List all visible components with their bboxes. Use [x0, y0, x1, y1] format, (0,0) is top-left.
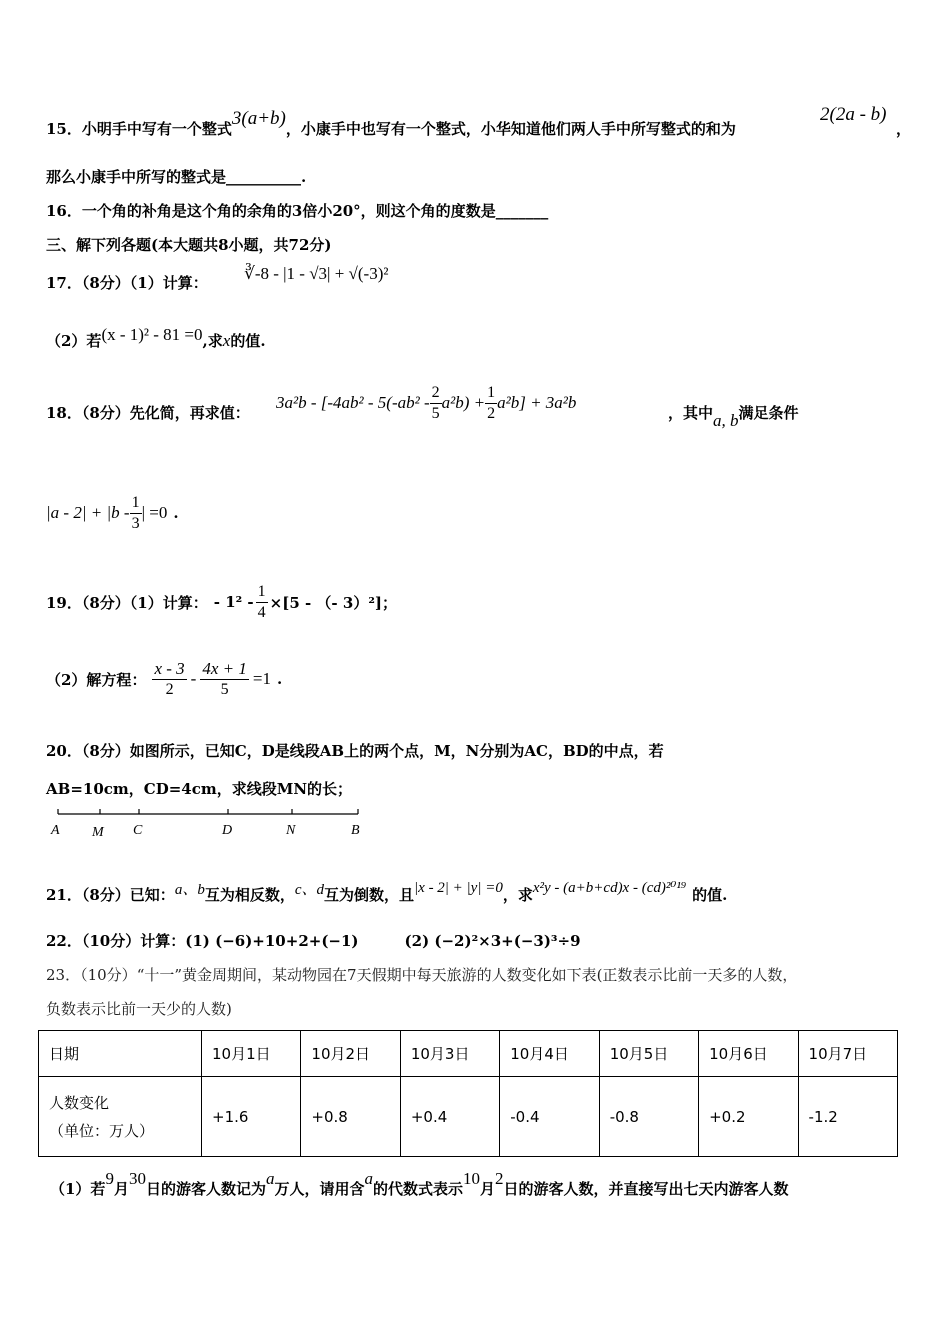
table-cell: -1.2	[798, 1077, 897, 1157]
table-row	[39, 1077, 898, 1157]
q22: 22．（10分）计算：(1) (−6)+10+2+(−1) (2) (−2)²×3+(−3)³÷9	[46, 932, 581, 950]
q15-expr1: 3(a+b)	[231, 108, 286, 129]
q17-part2: （2）若(x - 1)² - 81 =0,求x的值.	[46, 325, 266, 350]
q18-tail: ，其中a, b满足条件	[668, 404, 799, 430]
q18-label: 18．（8分）先化简，再求值：	[46, 404, 250, 422]
table-cell: 10月7日	[798, 1031, 897, 1077]
q18-condition: |a - 2| + |b - $\frac{1}{3}$ | =0 .	[46, 493, 179, 532]
section-heading: 三、解下列各题(本大题共8小题，共72分)	[46, 236, 332, 254]
label-a: A	[51, 823, 60, 838]
table-cell: 10月2日	[301, 1031, 400, 1077]
q17-label: 17．（8分）（1）计算：	[46, 274, 208, 292]
q19-frac: $\frac{1}{4}$	[257, 582, 266, 621]
q15-expr2: 2(2a - b)	[820, 104, 887, 125]
table-cell: 10月3日	[400, 1031, 499, 1077]
table-cell: 10月1日	[202, 1031, 301, 1077]
table-header-row	[39, 1031, 898, 1077]
q19-part2: （2）解方程： $\frac{x - 3}{2}$ - $\frac{4x + 1}{5}$ =1 .	[46, 658, 283, 698]
q20-line1: 20．（8分）如图所示，已知C，D是线段AB上的两个点，M，N分别为AC，BD的中点，若	[46, 742, 664, 760]
q17-expr1: ∛-8 - |1 - √3| + √(-3)²	[244, 264, 389, 283]
table-cell: 10月6日	[699, 1031, 798, 1077]
q20-line2: AB=10cm，CD=4cm，求线段MN的长；	[46, 780, 353, 798]
label-n: N	[286, 823, 296, 838]
label-c: C	[133, 823, 143, 838]
visitor-change-table	[38, 1030, 898, 1157]
q15-line1: 15．小明手中写有一个整式3(a+b)，小康手中也写有一个整式，小华知道他们两人手中所写整式的和为	[46, 108, 736, 138]
q15-comma: ，	[896, 120, 912, 138]
q19-frac-left: $\frac{x - 3}{2}$	[154, 658, 185, 698]
table-cell: +0.8	[301, 1077, 400, 1157]
label-m: M	[92, 825, 104, 840]
label-b: B	[351, 823, 360, 838]
table-cell: 10月4日	[500, 1031, 599, 1077]
line-segment-figure	[46, 804, 376, 844]
table-cell: 日期	[39, 1031, 202, 1077]
q19-frac-right: $\frac{4x + 1}{5}$	[202, 658, 247, 698]
q18-expression: 3a²b - [-4ab² - 5(-ab² - $\frac{2}{5}$ a²b) + $\frac{1}{2}$ a²b] + 3a²b	[276, 383, 577, 422]
table-cell: +0.2	[699, 1077, 798, 1157]
table-row-label: 人数变化 （单位：万人）	[39, 1077, 202, 1157]
q18-frac1: $\frac{2}{5}$	[431, 383, 440, 422]
q16: 16．一个角的补角是这个角的余角的3倍小20°，则这个角的度数是_______	[46, 202, 549, 220]
label-d: D	[222, 823, 233, 838]
table-cell: -0.4	[500, 1077, 599, 1157]
q18-cond-frac: $\frac{1}{3}$	[131, 493, 140, 532]
table-cell: -0.8	[599, 1077, 698, 1157]
q18-frac2: $\frac{1}{2}$	[487, 383, 496, 422]
q21: 21．（8分）已知：a、b互为相反数，c、d互为倒数，且|x - 2| + |y| =0，求x²y - (a+b+cd)x - (cd)²⁰¹⁹ 的值.	[46, 880, 728, 904]
table-cell: +0.4	[400, 1077, 499, 1157]
q23-line1: 23．（10分）“十一”黄金周期间，某动物园在7天假期中每天旅游的人数变化如下表(正数表示比前一天多的人数，	[46, 966, 798, 984]
table-cell: +1.6	[202, 1077, 301, 1157]
q23-part1: （1）若9月30日的游客人数记为a万人，请用含a的代数式表示10月2日的游客人数，并直接写出七天内游客人数	[50, 1169, 789, 1198]
q17-expr2: (x - 1)² - 81 =0	[101, 325, 203, 344]
table-cell: 10月5日	[599, 1031, 698, 1077]
q19-part1: 19．（8分）（1）计算： - 1² - $\frac{1}{4}$ ×[5 - （- 3）²]；	[46, 582, 397, 621]
q23-line2: 负数表示比前一天少的人数)	[46, 1000, 232, 1018]
q15-line2: 那么小康手中所写的整式是__________.	[46, 168, 307, 186]
